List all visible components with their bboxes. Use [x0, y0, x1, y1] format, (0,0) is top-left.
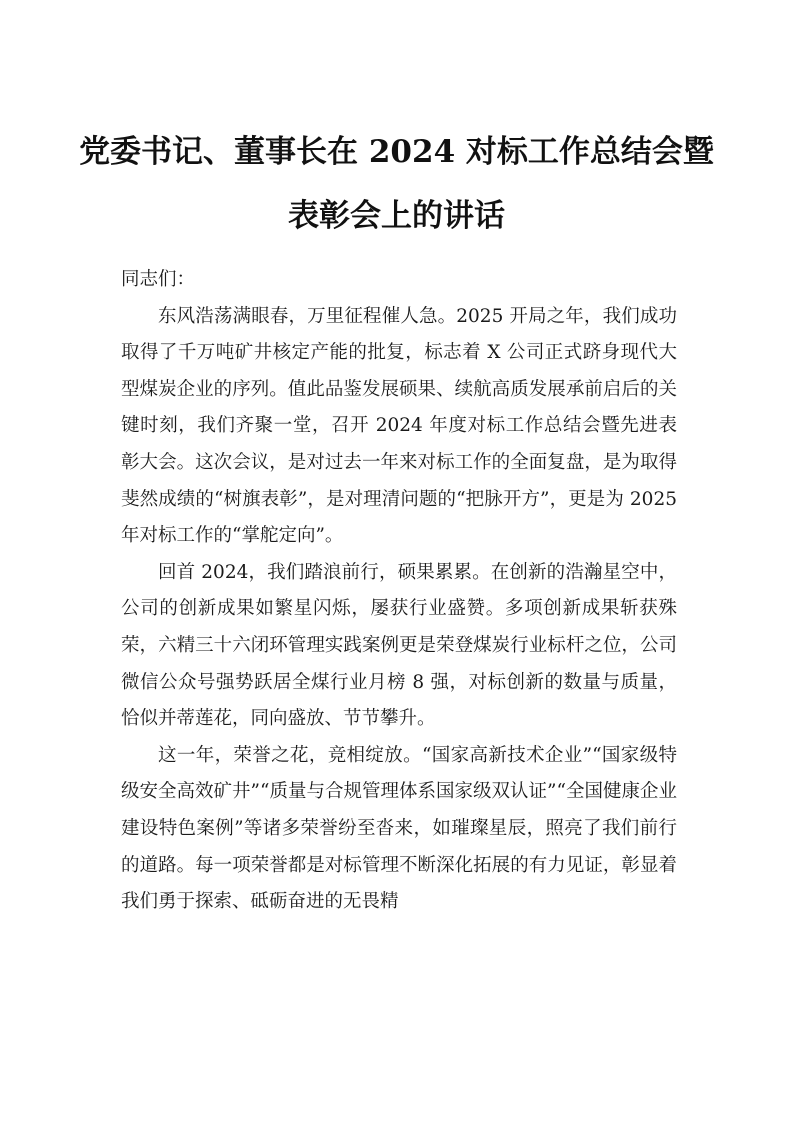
paragraph-opening: 东风浩荡满眼春，万里征程催人急。2025 开局之年，我们成功取得了千万吨矿井核定产能的批复，标志着 X 公司正式跻身现代大型煤炭企业的序列。值此品鉴发展硕果、续航高质发展承前启后的关键时刻，我们齐聚一堂，召开 2024 年度对标工作总结会暨先进表彰大会。这次会议，是对过去一年来对标工作的全面复盘，是为取得斐然成绩的“树旗表彰”，是对理清问题的“把脉开方”，更是为 2025 年对标工作的“掌舵定向”。 — [121, 305, 677, 547]
paragraph-review-2024: 回首 2024，我们踏浪前行，硕果累累。在创新的浩瀚星空中，公司的创新成果如繁星闪烁，屡获行业盛赞。多项创新成果斩获殊荣，六精三十六闭环管理实践案例更是荣登煤炭行业标杆之位，公司微信公众号强势跃居全煤行业月榜 8 强，对标创新的数量与质量，恰似并蒂莲花，同向盛放、节节攀升。 — [121, 561, 677, 730]
salutation: 同志们： — [121, 269, 196, 290]
document-title-line-2: 表彰会上的讲话 — [288, 198, 505, 234]
document-body — [121, 262, 677, 921]
document-title-line-1: 党委书记、董事长在 2024 对标工作总结会暨 — [79, 134, 714, 170]
paragraph-honors: 这一年，荣誉之花，竞相绽放。“国家高新技术企业”“国家级特级安全高效矿井”“质量与合规管理体系国家级双认证”“全国健康企业建设特色案例”等诸多荣誉纷至沓来，如璀璨星辰，照亮了我们前行的道路。每一项荣誉都是对标管理不断深化拓展的有力见证，彰显着我们勇于探索、砥砺奋进的无畏精 — [121, 744, 677, 913]
